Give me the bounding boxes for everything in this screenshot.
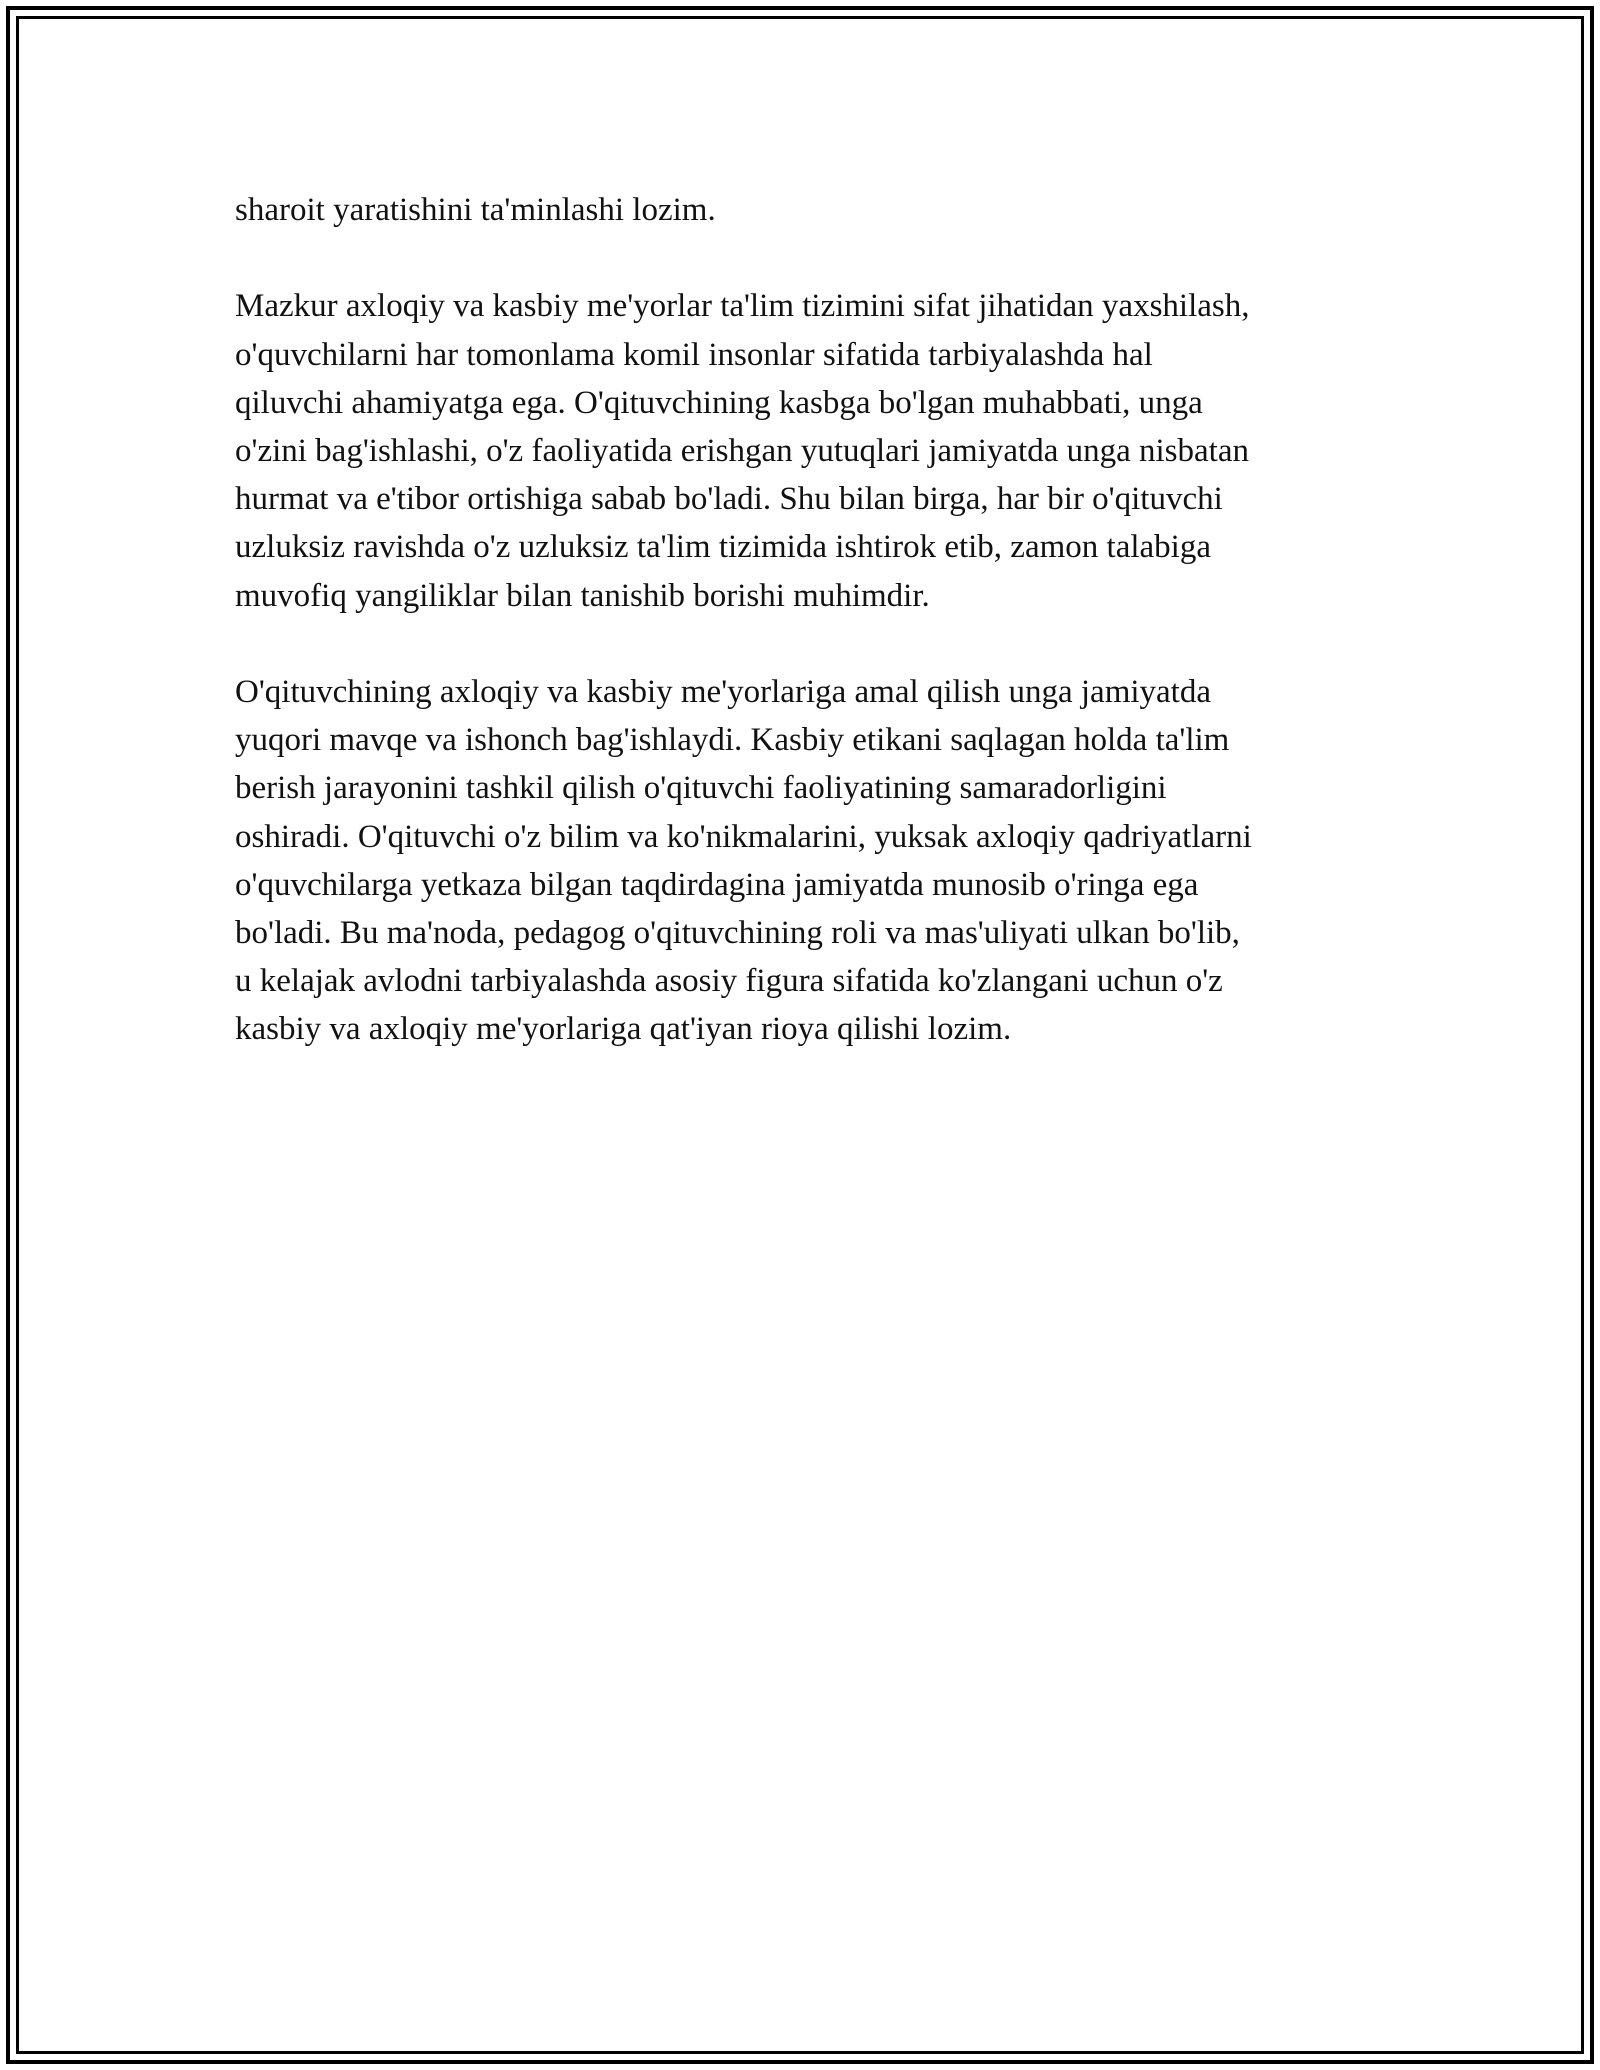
text-line: qiluvchi ahamiyatga ega. O'qituvchining kasbga bo'lgan muhabbati, unga — [235, 384, 1203, 421]
text-line: muvofiq yangiliklar bilan tanishib borishi muhimdir. — [235, 577, 930, 614]
text-line: bo'ladi. Bu ma'noda, pedagog o'qituvchining roli va mas'uliyati ulkan bo'lib, — [235, 915, 1240, 952]
paragraph-1 — [235, 186, 1380, 234]
text-line: sharoit yaratishini ta'minlashi lozim. — [235, 192, 716, 228]
text-line: kasbiy va axloqiy me'yorlariga qat'iyan rioya qilishi lozim. — [235, 1011, 1012, 1048]
text-line: u kelajak avlodni tarbiyalashda asosiy figura sifatida ko'zlangani uchun o'z — [235, 963, 1223, 1000]
paragraph-3 — [235, 668, 1380, 1054]
text-line: hurmat va e'tibor ortishiga sabab bo'ladi. Shu bilan birga, har bir o'qituvchi — [235, 481, 1223, 518]
paragraph-2 — [235, 282, 1380, 619]
text-line: yuqori mavqe va ishonch bag'ishlaydi. Kasbiy etikani saqlagan holda ta'lim — [235, 722, 1230, 759]
page-body — [235, 186, 1380, 1102]
text-line: berish jarayonini tashkil qilish o'qituvchi faoliyatining samaradorligini — [235, 770, 1167, 807]
text-line: oshiradi. O'qituvchi o'z bilim va ko'nikmalarini, yuksak axloqiy qadriyatlarni — [235, 818, 1252, 855]
text-line: Mazkur axloqiy va kasbiy me'yorlar ta'lim tizimini sifat jihatidan yaxshilash, — [235, 288, 1250, 325]
text-line: o'quvchilarni har tomonlama komil insonlar sifatida tarbiyalashda hal — [235, 336, 1153, 373]
text-line: uzluksiz ravishda o'z uzluksiz ta'lim tizimida ishtirok etib, zamon talabiga — [235, 529, 1211, 566]
text-line: o'zini bag'ishlashi, o'z faoliyatida erishgan yutuqlari jamiyatda unga nisbatan — [235, 433, 1249, 469]
text-line: O'qituvchining axloqiy va kasbiy me'yorlariga amal qilish unga jamiyatda — [235, 674, 1211, 710]
text-line: o'quvchilarga yetkaza bilgan taqdirdagina jamiyatda munosib o'ringa ega — [235, 866, 1199, 903]
